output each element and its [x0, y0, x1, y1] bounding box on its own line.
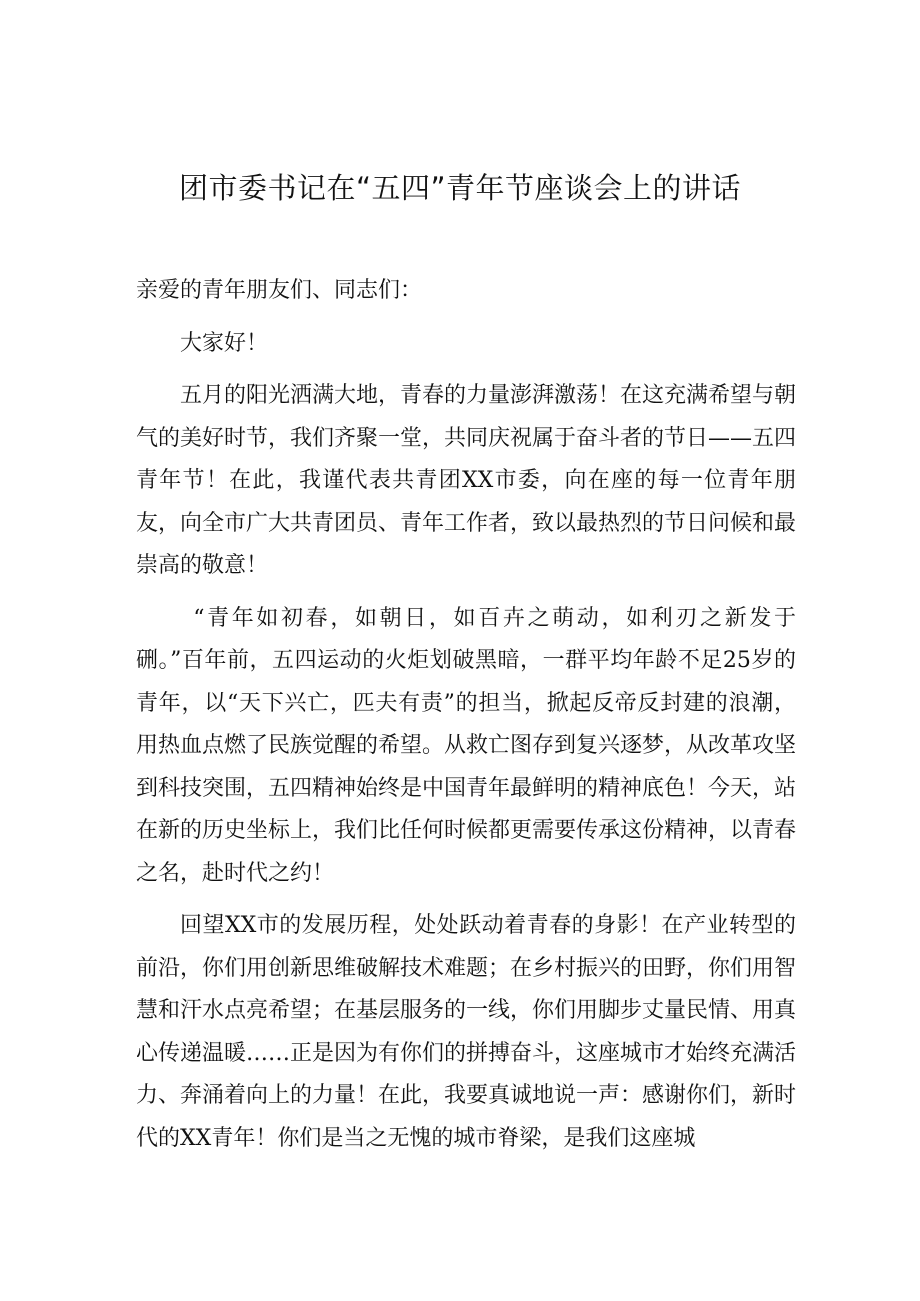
salutation: 亲爱的青年朋友们、同志们： — [136, 278, 423, 303]
paragraph-3: 回望XX市的发展历程，处处跃动着青春的身影！在产业转型的前沿，你们用创新思维破解技术难题；在乡村振兴的田野，你们用智慧和汗水点亮希望；在基层服务的一线，你们用脚步丈量民情、用真心传递温暖……正是因为有你们的拼搏奋斗，这座城市才始终充满活力、奔涌着向上的力量！在此，我要真诚地说一声：感谢你们，新时代的XX青年！你们是当之无愧的城市脊梁，是我们这座城 — [136, 913, 797, 1151]
document-title: 团市委书记在“五四”青年节座谈会上的讲话 — [178, 171, 742, 205]
greeting: 大家好！ — [180, 330, 269, 356]
document-body — [136, 270, 796, 1170]
paragraph-1: 五月的阳光洒满大地，青春的力量澎湃激荡！在这充满希望与朝气的美好时节，我们齐聚一堂，共同庆祝属于奋斗者的节日——五四青年节！在此，我谨代表共青团XX市委，向在座的每一位青年朋友，向全市广大共青团员、青年工作者，致以最热烈的节日问候和最崇高的敬意！ — [136, 383, 797, 578]
paragraph-2: “青年如初春，如朝日，如百卉之萌动，如利刃之新发于硎。”百年前，五四运动的火炬划破黑暗，一群平均年龄不足25岁的青年，以“天下兴亡，匹夫有责”的担当，掀起反帝反封建的浪潮，用热血点燃了民族觉醒的希望。从救亡图存到复兴逐梦，从改革攻坚到科技突围，五四精神始终是中国青年最鲜明的精神底色！今天，站在新的历史坐标上，我们比任何时候都更需要传承这份精神，以青春之名，赴时代之约！ — [136, 605, 797, 886]
